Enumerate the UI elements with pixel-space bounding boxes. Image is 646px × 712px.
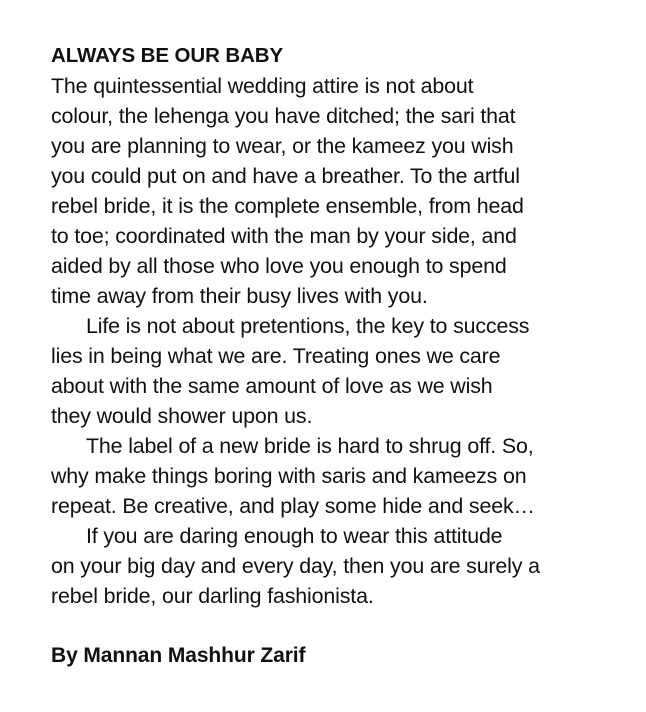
paragraph-start-line: If you are daring enough to wear this attitude xyxy=(86,524,503,548)
body-line: rebel bride, our darling fashionista. xyxy=(51,584,374,608)
paragraph-start-line: The label of a new bride is hard to shrug off. So, xyxy=(86,434,534,458)
body-line: lies in being what we are. Treating ones we care xyxy=(51,344,501,368)
article-body xyxy=(51,71,611,611)
body-line: repeat. Be creative, and play some hide and seek… xyxy=(51,494,535,518)
body-line: you could put on and have a breather. To the artful xyxy=(51,164,520,188)
body-line: on your big day and every day, then you are surely a xyxy=(51,554,540,578)
article xyxy=(51,41,611,611)
body-line: why make things boring with saris and kameezs on xyxy=(51,464,527,488)
body-line: aided by all those who love you enough to spend xyxy=(51,254,507,278)
body-line: you are planning to wear, or the kameez you wish xyxy=(51,134,514,158)
body-line: colour, the lehenga you have ditched; the sari that xyxy=(51,104,516,128)
body-line: time away from their busy lives with you. xyxy=(51,284,428,308)
article-title: ALWAYS BE OUR BABY xyxy=(51,44,284,67)
paragraph-start-line: Life is not about pretentions, the key to success xyxy=(86,314,530,338)
body-line: The quintessential wedding attire is not about xyxy=(51,74,474,98)
body-line: to toe; coordinated with the man by your side, and xyxy=(51,224,517,248)
body-line: about with the same amount of love as we wish xyxy=(51,374,493,398)
body-line: rebel bride, it is the complete ensemble, from head xyxy=(51,194,524,218)
body-line: they would shower upon us. xyxy=(51,404,313,428)
author-byline: By Mannan Mashhur Zarif xyxy=(51,644,306,667)
